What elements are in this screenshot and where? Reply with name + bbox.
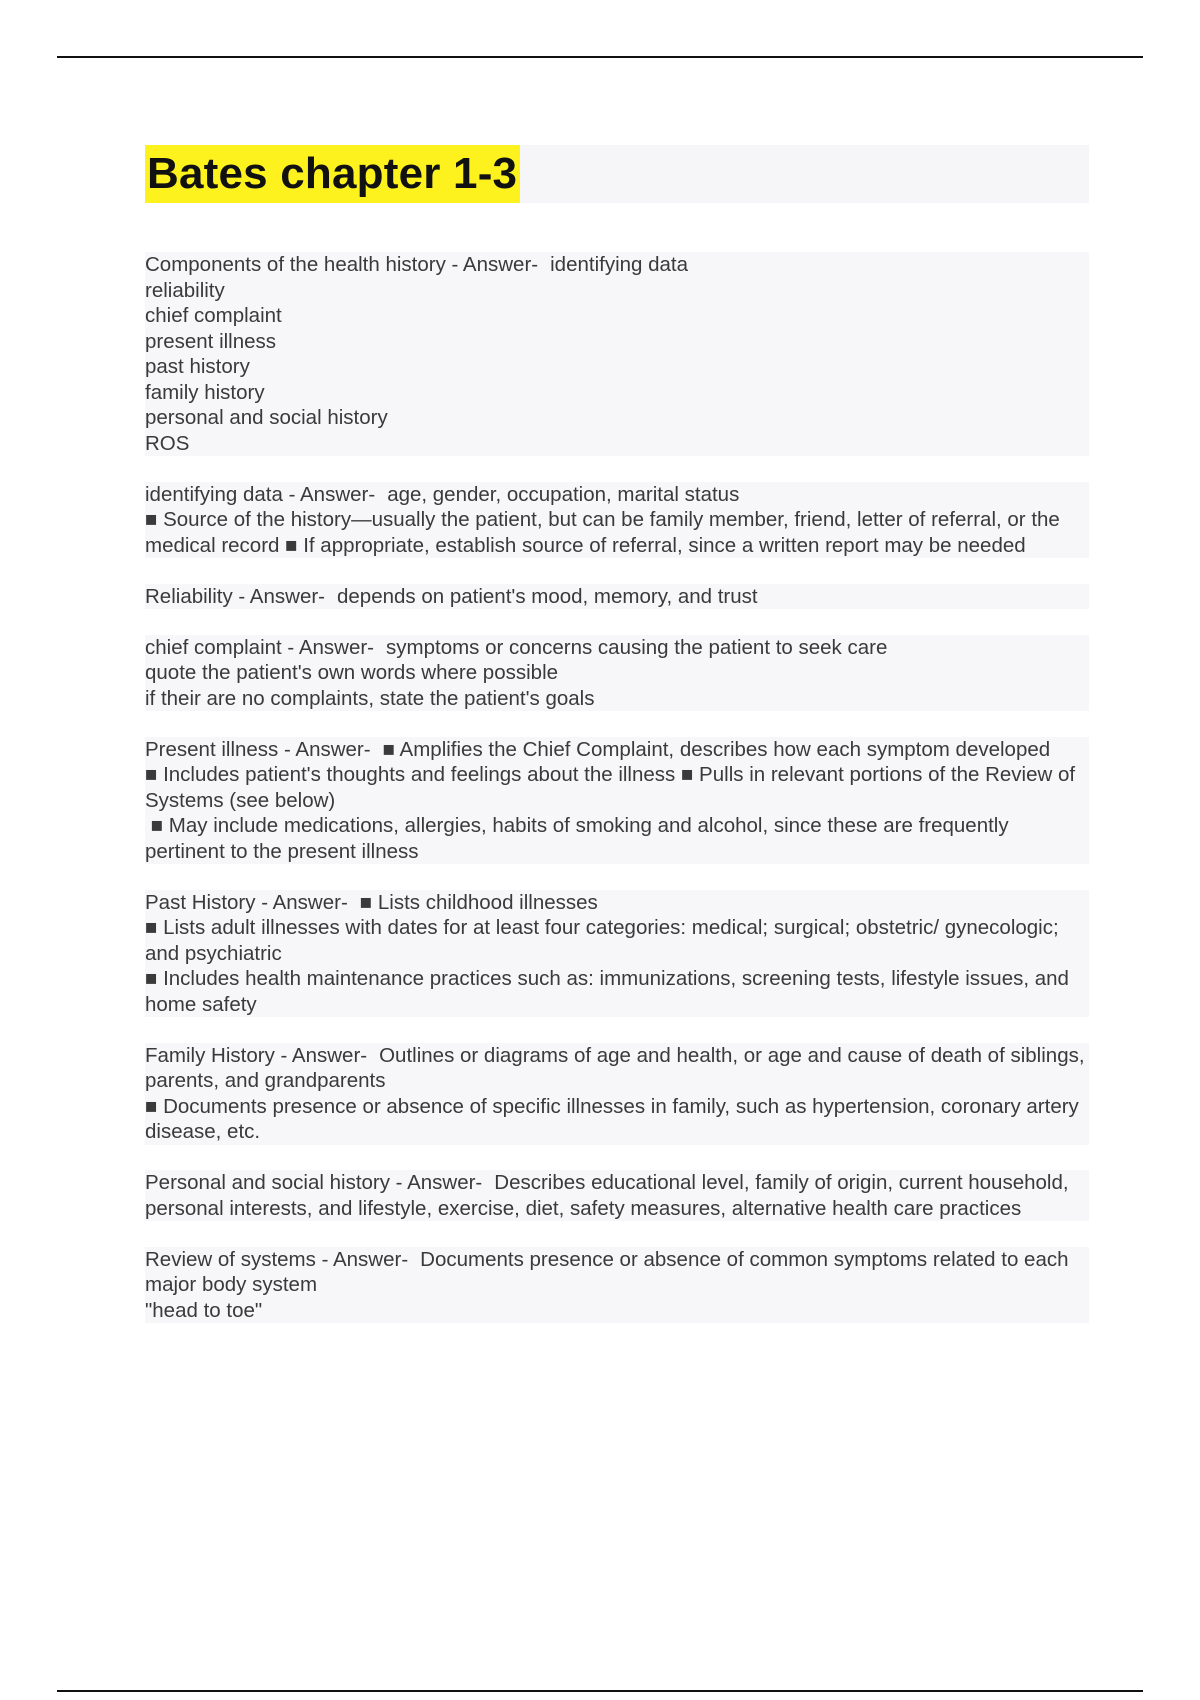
- card-line: reliability: [145, 278, 1089, 304]
- card-answer: Documents presence or absence of common symptoms related to each major body system: [145, 1247, 1075, 1296]
- card-line: [145, 890, 1089, 916]
- card-line: ■ Includes patient's thoughts and feelings about the illness ■ Pulls in relevant portions of the Review of Systems (see below): [145, 762, 1089, 813]
- card-line: ROS: [145, 431, 1089, 457]
- card-line: ■ Lists adult illnesses with dates for at least four categories: medical; surgical; obstetric/ gynecologic; and psychiatric: [145, 915, 1089, 966]
- card-line: [145, 482, 1089, 508]
- card-line: past history: [145, 354, 1089, 380]
- card-line: if their are no complaints, state the patient's goals: [145, 686, 1089, 712]
- card-term: Family History - Answer-: [145, 1043, 368, 1067]
- card-line: ■ May include medications, allergies, habits of smoking and alcohol, since these are frequently pertinent to the present illness: [145, 813, 1089, 864]
- flashcard: [145, 890, 1089, 1018]
- flashcard: [145, 584, 1089, 610]
- flashcard: [145, 1170, 1089, 1221]
- page-title: Bates chapter 1-3: [145, 145, 520, 203]
- card-answer: symptoms or concerns causing the patient to seek care: [386, 635, 888, 659]
- card-answer: Outlines or diagrams of age and health, or age and cause of death of siblings, parents, and grandparents: [145, 1043, 1091, 1092]
- card-line: chief complaint: [145, 303, 1089, 329]
- card-answer: depends on patient's mood, memory, and trust: [337, 584, 758, 608]
- card-term: identifying data - Answer-: [145, 482, 376, 506]
- card-answer: ■ Amplifies the Chief Complaint, describes how each symptom developed: [382, 737, 1051, 761]
- card-line: ■ Documents presence or absence of specific illnesses in family, such as hypertension, coronary artery disease, etc.: [145, 1094, 1089, 1145]
- card-answer: ■ Lists childhood illnesses: [359, 890, 598, 914]
- card-line: ■ Source of the history—usually the patient, but can be family member, friend, letter of referral, or the medical record ■ If appropriate, establish source of referral, since a written report may be needed: [145, 507, 1089, 558]
- card-term: Review of systems - Answer-: [145, 1247, 409, 1271]
- flashcard: [145, 635, 1089, 712]
- card-line: [145, 252, 1089, 278]
- card-term: chief complaint - Answer-: [145, 635, 375, 659]
- card-line: [145, 737, 1089, 763]
- card-line: family history: [145, 380, 1089, 406]
- card-answer: identifying data: [550, 253, 689, 276]
- card-answer: age, gender, occupation, marital status: [387, 482, 740, 506]
- flashcard: [145, 1043, 1089, 1145]
- card-line: personal and social history: [145, 405, 1089, 431]
- card-line: [145, 1170, 1089, 1221]
- card-line: [145, 635, 1089, 661]
- card-line: [145, 1043, 1089, 1094]
- card-line: quote the patient's own words where possible: [145, 660, 1089, 686]
- card-term: Personal and social history - Answer-: [145, 1171, 483, 1194]
- flashcard: [145, 737, 1089, 865]
- card-line: [145, 584, 1089, 610]
- card-line: [145, 1247, 1089, 1298]
- flashcard: [145, 1247, 1089, 1324]
- card-answer: Describes educational level, family of origin, current household, personal interests, and lifestyle, exercise, diet, safety measures, alternative health care practices: [145, 1171, 1075, 1220]
- card-term: Present illness - Answer-: [145, 737, 371, 761]
- card-line: present illness: [145, 329, 1089, 355]
- flashcard: [145, 482, 1089, 559]
- card-line: ■ Includes health maintenance practices such as: immunizations, screening tests, lifestyle issues, and home safety: [145, 966, 1089, 1017]
- flashcard-list: [145, 252, 1089, 1349]
- card-term: Components of the health history - Answer-: [145, 253, 539, 276]
- card-term: Past History - Answer-: [145, 890, 348, 914]
- top-rule: [57, 56, 1143, 58]
- bottom-rule: [57, 1690, 1143, 1692]
- flashcard: [145, 252, 1089, 456]
- card-term: Reliability - Answer-: [145, 584, 325, 608]
- card-line: "head to toe": [145, 1298, 1089, 1324]
